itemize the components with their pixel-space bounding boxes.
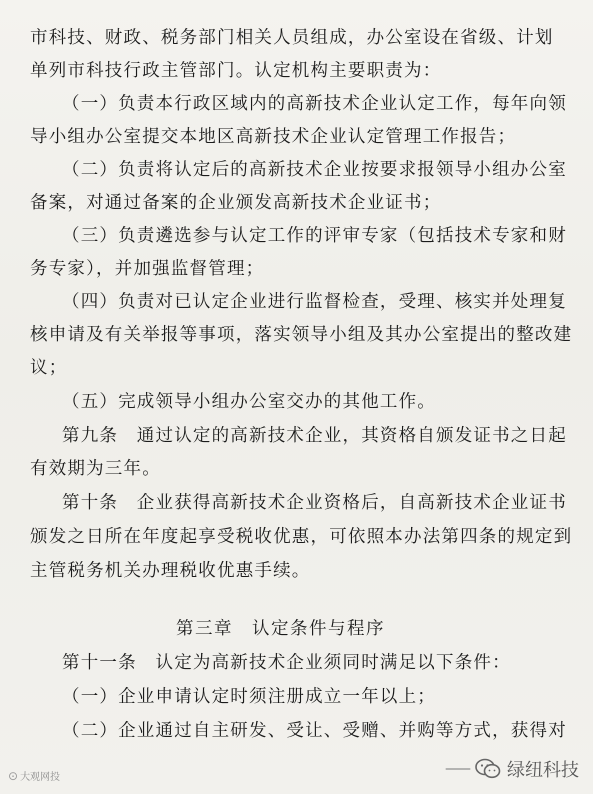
doc-line-10: 核申请及有关举报等事项，落实领导小组及其办公室提出的整改建 (30, 325, 573, 345)
doc-line-5: （二）负责将认定后的高新技术企业按要求报领导小组办公室 (62, 160, 567, 180)
doc-line-18: 第十一条 认定为高新技术企业须同时满足以下条件： (62, 653, 511, 673)
doc-line-11: 议； (30, 358, 68, 378)
doc-line-6: 备案，对通过备案的企业颁发高新技术企业证书； (30, 193, 442, 213)
doc-line-19: （一）企业申请认定时须注册成立一年以上； (62, 687, 436, 707)
doc-line-1: 市科技、财政、税务部门相关人员组成，办公室设在省级、计划 (30, 28, 554, 48)
doc-line-2: 单列市科技行政主管部门。认定机构主要职责为： (30, 61, 442, 81)
doc-line-13: 第九条 通过认定的高新技术企业，其资格自颁发证书之日起 (62, 426, 567, 446)
watermark-logo-icon: ⊙ (8, 768, 19, 783)
watermark-dash: —— (445, 761, 469, 777)
doc-line-9: （四）负责对已认定企业进行监督检查，受理、核实并处理复 (62, 292, 567, 312)
doc-line-3: （一）负责本行政区域内的高新技术企业认定工作，每年向领 (62, 94, 567, 114)
doc-line-4: 导小组办公室提交本地区高新技术企业认定管理工作报告； (30, 127, 517, 147)
doc-line-20: （二）企业通过自主研发、受让、受赠、并购等方式，获得对 (62, 721, 567, 741)
doc-line-17: 主管税务机关办理税收优惠手续。 (30, 561, 311, 581)
doc-line-16: 颁发之日所在年度起享受税收优惠，可依照本办法第四条的规定到 (30, 527, 573, 547)
wechat-icon (475, 758, 501, 780)
doc-line-7: （三）负责遴选参与认定工作的评审专家（包括技术专家和财 (62, 226, 567, 246)
chapter-heading: 第三章 认定条件与程序 (176, 619, 385, 639)
watermark-brand: 绿纽科技 (507, 760, 579, 781)
doc-line-8: 务专家），并加强监督管理； (30, 259, 265, 279)
doc-line-12: （五）完成领导小组办公室交办的其他工作。 (62, 392, 436, 412)
watermark-right (445, 756, 579, 782)
watermark-left-text: 大观网投 (20, 772, 61, 783)
watermark-left (8, 768, 60, 783)
doc-line-15: 第十条 企业获得高新技术企业资格后，自高新技术企业证书 (62, 493, 567, 513)
doc-line-14: 有效期为三年。 (30, 459, 161, 479)
